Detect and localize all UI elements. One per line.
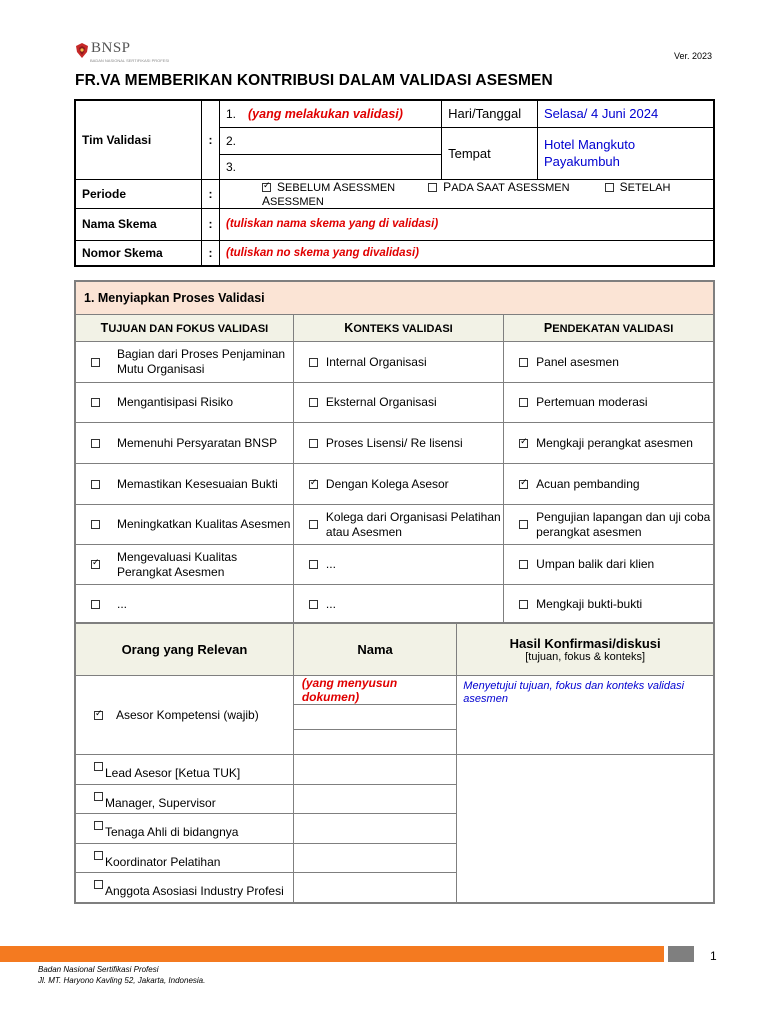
- option-label: Kolega dari Organisasi Pelatihan atau Asesmen: [325, 509, 501, 539]
- option-cell[interactable]: [293, 383, 503, 423]
- person-label: Koordinator Pelatihan: [105, 854, 221, 869]
- column-header-nama: Nama: [293, 623, 456, 676]
- option-cell[interactable]: [75, 585, 293, 626]
- option-label: Mengantisipasi Risiko: [117, 395, 234, 409]
- colon: :: [202, 240, 220, 266]
- person-label: Lead Asesor [Ketua TUK]: [105, 766, 241, 780]
- person-cell[interactable]: [75, 873, 293, 903]
- option-cell[interactable]: [293, 342, 503, 383]
- option-label: Pertemuan moderasi: [536, 395, 648, 409]
- page-title: FR.VA MEMBERIKAN KONTRIBUSI DALAM VALIDASI ASESMEN: [75, 72, 553, 89]
- option-label: ...: [325, 597, 336, 611]
- checkbox-icon[interactable]: [519, 520, 528, 529]
- option-label: Mengkaji bukti-bukti: [536, 597, 643, 611]
- option-label: Proses Lisensi/ Re lisensi: [325, 435, 463, 450]
- colon: :: [202, 100, 220, 179]
- table-row: [75, 464, 714, 505]
- tempat-label: Tempat: [442, 127, 538, 179]
- checkbox-icon[interactable]: [94, 821, 103, 830]
- person-cell[interactable]: [75, 814, 293, 844]
- checkbox-checked-icon[interactable]: [519, 480, 528, 489]
- option-cell[interactable]: [504, 585, 714, 626]
- periode-label: Periode: [75, 179, 202, 208]
- option-cell[interactable]: [75, 545, 293, 585]
- member-3[interactable]: 3.: [219, 154, 441, 179]
- result-text[interactable]: Menyetujui tujuan, fokus dan konteks validasi asesmen: [457, 676, 714, 755]
- checkbox-icon[interactable]: [94, 880, 103, 889]
- logo-text: BNSP: [91, 40, 131, 56]
- checkbox-icon[interactable]: [94, 792, 103, 801]
- table-row: [75, 423, 714, 464]
- checkbox-icon[interactable]: [91, 600, 100, 609]
- person-cell[interactable]: [75, 844, 293, 873]
- option-label: Dengan Kolega Asesor: [325, 476, 449, 491]
- option-label: Panel asesmen: [536, 354, 619, 369]
- option-cell[interactable]: [504, 423, 714, 464]
- option-label: Eksternal Organisasi: [325, 395, 437, 409]
- periode-option-sebelum[interactable]: ✓ SEBELUM ASESSMEN: [262, 182, 395, 194]
- option-cell[interactable]: [75, 423, 293, 464]
- nomor-skema-label: Nomor Skema: [75, 240, 202, 266]
- option-label: Internal Organisasi: [325, 354, 427, 369]
- name-input[interactable]: [293, 844, 456, 873]
- option-label: Memenuhi Persyaratan BNSP: [117, 435, 278, 450]
- option-cell[interactable]: [293, 545, 503, 585]
- checkbox-icon[interactable]: [309, 439, 318, 448]
- tempat-value[interactable]: [538, 127, 714, 179]
- person-row: [75, 676, 293, 755]
- logo-subtitle: BADAN NASIONAL SERTIFIKASI PROFESI: [90, 58, 170, 63]
- checkbox-icon[interactable]: [94, 851, 103, 860]
- checkbox-icon[interactable]: [519, 358, 528, 367]
- checkbox-checked-icon[interactable]: [519, 439, 528, 448]
- table-row: [75, 342, 714, 383]
- checkbox-icon[interactable]: [309, 520, 318, 529]
- option-cell[interactable]: [75, 383, 293, 423]
- option-cell[interactable]: [75, 342, 293, 383]
- option-cell[interactable]: [293, 423, 503, 464]
- person-row: [75, 785, 714, 814]
- checkbox-checked-icon[interactable]: [94, 711, 103, 720]
- hari-value[interactable]: Selasa/ 4 Juni 2024: [538, 100, 714, 127]
- column-header-hasil: Hasil Konfirmasi/diskusi [tujuan, fokus & konteks]: [457, 623, 714, 676]
- person-label: Manager, Supervisor: [105, 795, 216, 810]
- checkbox-checked-icon[interactable]: [309, 480, 318, 489]
- option-cell[interactable]: [504, 505, 714, 545]
- nomor-skema-value[interactable]: (tuliskan no skema yang divalidasi): [219, 240, 714, 266]
- tim-validasi-label: Tim Validasi: [75, 100, 202, 179]
- periode-option-setelah[interactable]: SETELAH ASESSMEN: [261, 179, 671, 208]
- hari-label: Hari/Tanggal: [442, 100, 538, 127]
- option-cell[interactable]: [75, 505, 293, 545]
- checkbox-icon[interactable]: [519, 560, 528, 569]
- table-row: [75, 383, 714, 423]
- option-cell[interactable]: [504, 464, 714, 505]
- column-header-konteks: KONTEKS VALIDASI: [293, 315, 503, 342]
- option-cell[interactable]: [504, 342, 714, 383]
- name-note[interactable]: (yang menyusun dokumen): [293, 676, 456, 705]
- person-cell[interactable]: [75, 755, 293, 785]
- name-input[interactable]: [293, 873, 456, 903]
- footer-bar: [0, 946, 664, 962]
- checkbox-icon[interactable]: [309, 600, 318, 609]
- checkbox-icon[interactable]: [94, 762, 103, 771]
- page-number: 1: [710, 949, 717, 963]
- checkbox-checked-icon[interactable]: [262, 183, 271, 192]
- person-cell[interactable]: [75, 785, 293, 814]
- member-1-num: 1.: [225, 106, 236, 121]
- checkbox-icon[interactable]: [91, 520, 100, 529]
- checkbox-icon[interactable]: [605, 183, 614, 192]
- nama-skema-label: Nama Skema: [75, 208, 202, 240]
- option-label: Mengkaji perangkat asesmen: [536, 435, 693, 450]
- validation-table: [74, 280, 715, 626]
- option-label: Umpan balik dari klien: [536, 557, 655, 571]
- member-1[interactable]: [219, 100, 441, 127]
- bnsp-logo: [74, 40, 170, 66]
- option-cell[interactable]: [504, 383, 714, 423]
- name-input[interactable]: [293, 755, 456, 785]
- option-label: Acuan pembanding: [536, 476, 640, 491]
- option-label: ...: [117, 597, 128, 611]
- column-header-pendekatan: PENDEKATAN VALIDASI: [504, 315, 714, 342]
- person-row: [75, 755, 714, 785]
- person-label: Tenaga Ahli di bidangnya: [105, 825, 239, 839]
- option-label: Memastikan Kesesuaian Bukti: [117, 476, 278, 491]
- option-label: Meningkatkan Kualitas Asesmen: [117, 517, 291, 531]
- name-input[interactable]: [293, 730, 456, 755]
- colon: :: [202, 208, 220, 240]
- footer-org: Badan Nasional Sertifikasi Profesi: [38, 965, 159, 974]
- checkbox-icon[interactable]: [91, 398, 100, 407]
- version-label: Ver. 2023: [673, 51, 712, 61]
- option-label: ...: [325, 557, 336, 571]
- option-cell[interactable]: [75, 464, 293, 505]
- footer-page-block: [668, 946, 694, 962]
- nama-skema-value[interactable]: (tuliskan nama skema yang di validasi): [219, 208, 714, 240]
- checkbox-icon[interactable]: [428, 183, 437, 192]
- option-label: Pengujian lapangan dan uji coba perangkat asesmen: [536, 509, 711, 539]
- periode-option-pada-saat[interactable]: PADA SAAT ASESSMEN: [428, 182, 569, 194]
- colon: :: [202, 179, 220, 208]
- option-cell[interactable]: [293, 464, 503, 505]
- relevant-persons-table: [74, 622, 715, 904]
- table-row: [75, 585, 714, 626]
- option-cell[interactable]: [504, 545, 714, 585]
- periode-options: [219, 179, 714, 208]
- section-title: 1. Menyiapkan Proses Validasi: [75, 281, 714, 315]
- person-label: Asesor Kompetensi (wajib): [116, 708, 259, 722]
- option-cell[interactable]: [293, 505, 503, 545]
- checkbox-checked-icon[interactable]: [91, 560, 100, 569]
- person-label: Anggota Asosiasi Industry Profesi: [105, 883, 284, 898]
- member-1-note: (yang melakukan validasi): [248, 106, 403, 121]
- table-row: [75, 505, 714, 545]
- checkbox-icon[interactable]: [309, 560, 318, 569]
- table-row: [75, 545, 714, 585]
- checkbox-icon[interactable]: [91, 358, 100, 367]
- person-row: [75, 844, 714, 873]
- tempat-line-1: Hotel Mangkuto: [544, 137, 636, 152]
- tempat-line-2: Payakumbuh: [544, 154, 620, 169]
- column-header-orang: Orang yang Relevan: [75, 623, 293, 676]
- person-row: [75, 873, 714, 903]
- column-header-tujuan: TUJUAN DAN FOKUS VALIDASI: [75, 315, 293, 342]
- name-input[interactable]: [293, 814, 456, 844]
- info-table: [74, 99, 715, 267]
- checkbox-icon[interactable]: [91, 439, 100, 448]
- name-input[interactable]: [293, 785, 456, 814]
- checkbox-icon[interactable]: [519, 398, 528, 407]
- checkbox-icon[interactable]: [91, 480, 100, 489]
- footer-address: Jl. MT. Haryono Kavling 52, Jakarta, Indonesia.: [38, 976, 206, 985]
- checkbox-icon[interactable]: [309, 358, 318, 367]
- checkbox-icon[interactable]: [309, 398, 318, 407]
- person-row: [75, 814, 714, 844]
- option-cell[interactable]: [293, 585, 503, 626]
- checkbox-icon[interactable]: [519, 600, 528, 609]
- option-label: Mengevaluasi Kualitas Perangkat Asesmen: [117, 549, 238, 579]
- option-label: Bagian dari Proses Penjaminan Mutu Organisasi: [117, 347, 286, 376]
- bnsp-emblem-icon: [74, 42, 90, 60]
- name-input[interactable]: [293, 705, 456, 730]
- member-2[interactable]: 2.: [219, 127, 441, 154]
